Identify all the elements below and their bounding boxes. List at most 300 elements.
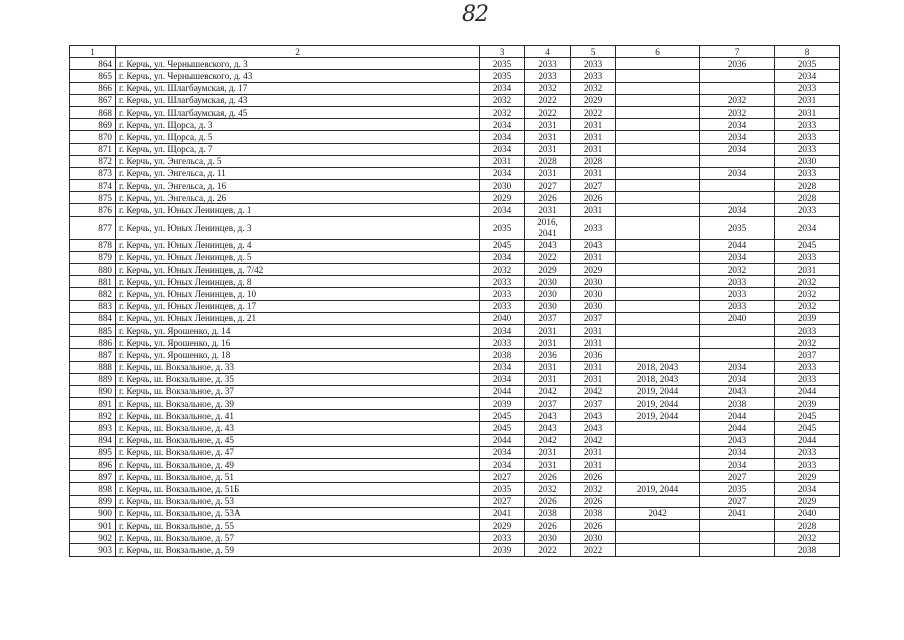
table-row xyxy=(70,192,840,204)
year-cell-col4: 2031 xyxy=(525,119,571,131)
year-cell-col6 xyxy=(616,276,700,288)
year-cell-col5: 2031 xyxy=(571,337,616,349)
year-cell-col7: 2044 xyxy=(700,422,775,434)
row-number-cell: 876 xyxy=(70,204,116,216)
year-cell-col7 xyxy=(700,349,775,361)
year-cell-col8: 2045 xyxy=(775,422,840,434)
table-row xyxy=(70,422,840,434)
address-cell: г. Керчь, ул. Шлагбаумская, д. 17 xyxy=(116,82,480,94)
multi-year-value: 2016, 2041 xyxy=(537,217,558,238)
table-row xyxy=(70,398,840,410)
year-cell-col7: 2035 xyxy=(700,216,775,239)
year-cell-col7 xyxy=(700,519,775,531)
row-number-cell: 873 xyxy=(70,167,116,179)
year-cell-col7: 2040 xyxy=(700,312,775,324)
table-row xyxy=(70,385,840,397)
year-cell-col8: 2034 xyxy=(775,483,840,495)
row-number-cell: 870 xyxy=(70,131,116,143)
year-cell-col5: 2033 xyxy=(571,70,616,82)
row-number-cell: 898 xyxy=(70,483,116,495)
year-cell-col5: 2026 xyxy=(571,471,616,483)
year-cell-col8: 2033 xyxy=(775,459,840,471)
year-cell-col5: 2031 xyxy=(571,131,616,143)
year-cell-col7: 2034 xyxy=(700,167,775,179)
year-cell-col5: 2031 xyxy=(571,446,616,458)
year-cell-col3: 2030 xyxy=(480,180,525,192)
year-cell-col3: 2032 xyxy=(480,106,525,118)
row-number-cell: 884 xyxy=(70,312,116,324)
table-row xyxy=(70,446,840,458)
year-cell-col7: 2034 xyxy=(700,131,775,143)
year-cell-col5: 2031 xyxy=(571,324,616,336)
column-header: 6 xyxy=(616,46,700,58)
row-number-cell: 903 xyxy=(70,544,116,556)
year-cell-col6 xyxy=(616,519,700,531)
year-cell-col3: 2041 xyxy=(480,507,525,519)
table-row xyxy=(70,276,840,288)
year-cell-col5: 2031 xyxy=(571,143,616,155)
year-cell-col8: 2045 xyxy=(775,239,840,251)
address-cell: г. Керчь, ш. Вокзальное, д. 55 xyxy=(116,519,480,531)
year-cell-col6 xyxy=(616,349,700,361)
year-cell-col7 xyxy=(700,337,775,349)
year-cell-col8: 2032 xyxy=(775,532,840,544)
year-cell-col8: 2033 xyxy=(775,373,840,385)
year-cell-col5: 2029 xyxy=(571,264,616,276)
year-cell-col5: 2030 xyxy=(571,300,616,312)
year-cell-col7: 2033 xyxy=(700,276,775,288)
year-cell-col8: 2028 xyxy=(775,180,840,192)
year-cell-col7: 2034 xyxy=(700,361,775,373)
year-cell-col8: 2038 xyxy=(775,544,840,556)
year-cell-col3: 2038 xyxy=(480,349,525,361)
year-cell-col3: 2034 xyxy=(480,361,525,373)
year-cell-col3: 2027 xyxy=(480,471,525,483)
year-cell-col6 xyxy=(616,337,700,349)
year-cell-col6 xyxy=(616,180,700,192)
address-cell: г. Керчь, ш. Вокзальное, д. 39 xyxy=(116,398,480,410)
row-number-cell: 864 xyxy=(70,58,116,70)
row-number-cell: 888 xyxy=(70,361,116,373)
row-number-cell: 891 xyxy=(70,398,116,410)
year-cell-col4: 2031 xyxy=(525,204,571,216)
year-cell-col8: 2033 xyxy=(775,446,840,458)
year-cell-col6 xyxy=(616,434,700,446)
year-cell-col3: 2039 xyxy=(480,398,525,410)
year-cell-col3: 2033 xyxy=(480,532,525,544)
table-row xyxy=(70,288,840,300)
year-cell-col3: 2033 xyxy=(480,288,525,300)
year-cell-col5: 2038 xyxy=(571,507,616,519)
address-cell: г. Керчь, ул. Энгельса, д. 26 xyxy=(116,192,480,204)
year-cell-col7: 2041 xyxy=(700,507,775,519)
year-cell-col8: 2031 xyxy=(775,94,840,106)
year-cell-col6 xyxy=(616,422,700,434)
row-number-cell: 867 xyxy=(70,94,116,106)
year-cell-col4: 2031 xyxy=(525,446,571,458)
address-cell: г. Керчь, ул. Энгельса, д. 11 xyxy=(116,167,480,179)
year-cell-col4: 2026 xyxy=(525,471,571,483)
table-row xyxy=(70,239,840,251)
year-cell-col6 xyxy=(616,82,700,94)
year-cell-col4: 2031 xyxy=(525,324,571,336)
year-cell-col5: 2030 xyxy=(571,532,616,544)
year-cell-col8: 2039 xyxy=(775,398,840,410)
year-cell-col5: 2033 xyxy=(571,216,616,239)
address-cell: г. Керчь, ул. Шлагбаумская, д. 43 xyxy=(116,94,480,106)
year-cell-col8: 2032 xyxy=(775,337,840,349)
table-row xyxy=(70,82,840,94)
address-cell: г. Керчь, ш. Вокзальное, д. 57 xyxy=(116,532,480,544)
year-cell-col4: 2043 xyxy=(525,410,571,422)
year-cell-col7: 2034 xyxy=(700,143,775,155)
year-cell-col8: 2044 xyxy=(775,385,840,397)
table-row xyxy=(70,155,840,167)
address-cell: г. Керчь, ш. Вокзальное, д. 59 xyxy=(116,544,480,556)
year-cell-col7: 2043 xyxy=(700,385,775,397)
year-cell-col6: 2019, 2044 xyxy=(616,410,700,422)
year-cell-col8: 2029 xyxy=(775,495,840,507)
year-cell-col4: 2037 xyxy=(525,398,571,410)
table-row xyxy=(70,361,840,373)
year-cell-col6 xyxy=(616,94,700,106)
year-cell-col8: 2037 xyxy=(775,349,840,361)
year-cell-col3: 2045 xyxy=(480,410,525,422)
year-cell-col6 xyxy=(616,167,700,179)
year-cell-col3: 2039 xyxy=(480,544,525,556)
year-cell-col3: 2044 xyxy=(480,385,525,397)
year-cell-col6 xyxy=(616,544,700,556)
row-number-cell: 896 xyxy=(70,459,116,471)
year-cell-col8: 2039 xyxy=(775,312,840,324)
year-cell-col5: 2026 xyxy=(571,519,616,531)
address-cell: г. Керчь, ул. Щорса, д. 7 xyxy=(116,143,480,155)
year-cell-col8: 2033 xyxy=(775,167,840,179)
year-cell-col8: 2035 xyxy=(775,58,840,70)
year-cell-col4: 2022 xyxy=(525,544,571,556)
year-cell-col8: 2033 xyxy=(775,204,840,216)
year-cell-col7: 2043 xyxy=(700,434,775,446)
year-cell-col5: 2030 xyxy=(571,288,616,300)
year-cell-col7: 2034 xyxy=(700,119,775,131)
year-cell-col6 xyxy=(616,288,700,300)
year-cell-col5: 2037 xyxy=(571,398,616,410)
table-row xyxy=(70,373,840,385)
year-cell-col3: 2034 xyxy=(480,131,525,143)
year-cell-col5: 2043 xyxy=(571,410,616,422)
year-cell-col4: 2022 xyxy=(525,94,571,106)
year-cell-col3: 2045 xyxy=(480,239,525,251)
table-row xyxy=(70,119,840,131)
year-cell-col7: 2032 xyxy=(700,94,775,106)
table-row xyxy=(70,106,840,118)
year-cell-col4: 2038 xyxy=(525,507,571,519)
year-cell-col6 xyxy=(616,155,700,167)
year-cell-col4: 2022 xyxy=(525,106,571,118)
row-number-cell: 895 xyxy=(70,446,116,458)
year-cell-col7: 2044 xyxy=(700,239,775,251)
year-cell-col6: 2018, 2043 xyxy=(616,361,700,373)
year-cell-col6 xyxy=(616,216,700,239)
year-cell-col6 xyxy=(616,324,700,336)
table-row xyxy=(70,337,840,349)
year-cell-col6 xyxy=(616,459,700,471)
year-cell-col6 xyxy=(616,70,700,82)
address-cell: г. Керчь, ул. Щорса, д. 3 xyxy=(116,119,480,131)
year-cell-col6 xyxy=(616,192,700,204)
year-cell-col6: 2019, 2044 xyxy=(616,398,700,410)
row-number-cell: 900 xyxy=(70,507,116,519)
column-header: 4 xyxy=(525,46,571,58)
year-cell-col5: 2031 xyxy=(571,204,616,216)
row-number-cell: 890 xyxy=(70,385,116,397)
year-cell-col5: 2042 xyxy=(571,385,616,397)
year-cell-col8: 2033 xyxy=(775,82,840,94)
year-cell-col5: 2043 xyxy=(571,239,616,251)
year-cell-col7: 2033 xyxy=(700,288,775,300)
year-cell-col4: 2042 xyxy=(525,385,571,397)
year-cell-col5: 2026 xyxy=(571,495,616,507)
year-cell-col4: 2026 xyxy=(525,192,571,204)
year-cell-col5: 2031 xyxy=(571,251,616,263)
table-row xyxy=(70,324,840,336)
year-cell-col4: 2027 xyxy=(525,180,571,192)
row-number-cell: 889 xyxy=(70,373,116,385)
year-cell-col3: 2029 xyxy=(480,192,525,204)
year-cell-col4: 2030 xyxy=(525,276,571,288)
address-cell: г. Керчь, ул. Юных Ленинцев, д. 10 xyxy=(116,288,480,300)
year-cell-col7: 2038 xyxy=(700,398,775,410)
year-cell-col4: 2031 xyxy=(525,131,571,143)
address-cell: г. Керчь, ул. Ярошенко, д. 14 xyxy=(116,324,480,336)
year-cell-col7: 2034 xyxy=(700,251,775,263)
address-cell: г. Керчь, ул. Юных Ленинцев, д. 4 xyxy=(116,239,480,251)
row-number-cell: 893 xyxy=(70,422,116,434)
row-number-cell: 877 xyxy=(70,216,116,239)
address-cell: г. Керчь, ш. Вокзальное, д. 47 xyxy=(116,446,480,458)
row-number-cell: 879 xyxy=(70,251,116,263)
year-cell-col4: 2032 xyxy=(525,82,571,94)
table-row xyxy=(70,519,840,531)
year-cell-col7 xyxy=(700,544,775,556)
table-row xyxy=(70,300,840,312)
year-cell-col7 xyxy=(700,82,775,94)
year-cell-col7 xyxy=(700,70,775,82)
address-cell: г. Керчь, ул. Юных Ленинцев, д. 3 xyxy=(116,216,480,239)
year-cell-col3: 2031 xyxy=(480,155,525,167)
year-cell-col8: 2028 xyxy=(775,192,840,204)
year-cell-col3: 2034 xyxy=(480,324,525,336)
column-header: 8 xyxy=(775,46,840,58)
address-cell: г. Керчь, ул. Шлагбаумская, д. 45 xyxy=(116,106,480,118)
year-cell-col6: 2018, 2043 xyxy=(616,373,700,385)
year-cell-col3: 2035 xyxy=(480,70,525,82)
year-cell-col6 xyxy=(616,239,700,251)
year-cell-col8: 2034 xyxy=(775,216,840,239)
table-row xyxy=(70,434,840,446)
table-header-row xyxy=(70,46,840,58)
address-cell: г. Керчь, ш. Вокзальное, д. 35 xyxy=(116,373,480,385)
year-cell-col6 xyxy=(616,312,700,324)
row-number-cell: 866 xyxy=(70,82,116,94)
address-cell: г. Керчь, ш. Вокзальное, д. 53 xyxy=(116,495,480,507)
year-cell-col4: 2030 xyxy=(525,288,571,300)
address-cell: г. Керчь, ш. Вокзальное, д. 33 xyxy=(116,361,480,373)
year-cell-col7: 2034 xyxy=(700,459,775,471)
year-cell-col3: 2045 xyxy=(480,422,525,434)
table-row xyxy=(70,349,840,361)
year-cell-col4: 2037 xyxy=(525,312,571,324)
address-cell: г. Керчь, ул. Юных Ленинцев, д. 1 xyxy=(116,204,480,216)
year-cell-col4: 2031 xyxy=(525,459,571,471)
table-row xyxy=(70,167,840,179)
address-cell: г. Керчь, ш. Вокзальное, д. 51Б xyxy=(116,483,480,495)
table-row xyxy=(70,507,840,519)
address-cell: г. Керчь, ул. Энгельса, д. 16 xyxy=(116,180,480,192)
year-cell-col7: 2034 xyxy=(700,373,775,385)
year-cell-col4: 2031 xyxy=(525,167,571,179)
year-cell-col4: 2030 xyxy=(525,532,571,544)
housing-data-table xyxy=(69,45,840,557)
address-cell: г. Керчь, ул. Юных Ленинцев, д. 17 xyxy=(116,300,480,312)
year-cell-col5: 2028 xyxy=(571,155,616,167)
row-number-cell: 887 xyxy=(70,349,116,361)
year-cell-col4: 2026 xyxy=(525,519,571,531)
row-number-cell: 901 xyxy=(70,519,116,531)
year-cell-col5: 2026 xyxy=(571,192,616,204)
year-cell-col4: 2043 xyxy=(525,239,571,251)
year-cell-col5: 2031 xyxy=(571,373,616,385)
year-cell-col8: 2033 xyxy=(775,251,840,263)
year-cell-col4: 2042 xyxy=(525,434,571,446)
year-cell-col4: 2032 xyxy=(525,483,571,495)
address-cell: г. Керчь, ул. Щорса, д. 5 xyxy=(116,131,480,143)
year-cell-col6 xyxy=(616,495,700,507)
year-cell-col8: 2028 xyxy=(775,519,840,531)
row-number-cell: 878 xyxy=(70,239,116,251)
year-cell-col3: 2034 xyxy=(480,459,525,471)
year-cell-col8: 2031 xyxy=(775,264,840,276)
row-number-cell: 880 xyxy=(70,264,116,276)
year-cell-col3: 2034 xyxy=(480,446,525,458)
address-cell: г. Керчь, ш. Вокзальное, д. 51 xyxy=(116,471,480,483)
row-number-cell: 874 xyxy=(70,180,116,192)
year-cell-col7 xyxy=(700,324,775,336)
address-cell: г. Керчь, ул. Чернышевского, д. 43 xyxy=(116,70,480,82)
year-cell-col4: 2026 xyxy=(525,495,571,507)
year-cell-col3: 2040 xyxy=(480,312,525,324)
year-cell-col7: 2027 xyxy=(700,471,775,483)
table-row xyxy=(70,143,840,155)
year-cell-col5: 2032 xyxy=(571,483,616,495)
year-cell-col3: 2034 xyxy=(480,251,525,263)
year-cell-col5: 2031 xyxy=(571,361,616,373)
table-row xyxy=(70,58,840,70)
table-row xyxy=(70,264,840,276)
column-header: 1 xyxy=(70,46,116,58)
year-cell-col5: 2022 xyxy=(571,544,616,556)
year-cell-col6: 2019, 2044 xyxy=(616,483,700,495)
year-cell-col7 xyxy=(700,155,775,167)
address-cell: г. Керчь, ш. Вокзальное, д. 37 xyxy=(116,385,480,397)
table-row xyxy=(70,410,840,422)
year-cell-col5: 2032 xyxy=(571,82,616,94)
row-number-cell: 902 xyxy=(70,532,116,544)
year-cell-col7: 2036 xyxy=(700,58,775,70)
year-cell-col6 xyxy=(616,131,700,143)
address-cell: г. Керчь, ул. Юных Ленинцев, д. 8 xyxy=(116,276,480,288)
year-cell-col3: 2033 xyxy=(480,276,525,288)
year-cell-col7 xyxy=(700,192,775,204)
year-cell-col4: 2033 xyxy=(525,58,571,70)
year-cell-col7: 2044 xyxy=(700,410,775,422)
year-cell-col6 xyxy=(616,300,700,312)
year-cell-col3: 2034 xyxy=(480,119,525,131)
year-cell-col3: 2034 xyxy=(480,82,525,94)
year-cell-col5: 2031 xyxy=(571,459,616,471)
year-cell-col8: 2033 xyxy=(775,119,840,131)
row-number-cell: 899 xyxy=(70,495,116,507)
year-cell-col3: 2027 xyxy=(480,495,525,507)
page-number: 82 xyxy=(462,2,488,27)
table-row xyxy=(70,495,840,507)
year-cell-col5: 2030 xyxy=(571,276,616,288)
table-row xyxy=(70,471,840,483)
table-row xyxy=(70,312,840,324)
address-cell: г. Керчь, ул. Энгельса, д. 5 xyxy=(116,155,480,167)
column-header: 2 xyxy=(116,46,480,58)
row-number-cell: 882 xyxy=(70,288,116,300)
year-cell-col6 xyxy=(616,264,700,276)
table-row xyxy=(70,204,840,216)
table-row xyxy=(70,180,840,192)
year-cell-col6 xyxy=(616,446,700,458)
address-cell: г. Керчь, ул. Чернышевского, д. 3 xyxy=(116,58,480,70)
year-cell-col5: 2031 xyxy=(571,119,616,131)
year-cell-col6 xyxy=(616,204,700,216)
year-cell-col5: 2029 xyxy=(571,94,616,106)
year-cell-col4: 2028 xyxy=(525,155,571,167)
row-number-cell: 875 xyxy=(70,192,116,204)
year-cell-col8: 2040 xyxy=(775,507,840,519)
year-cell-col4: 2031 xyxy=(525,361,571,373)
year-cell-col3: 2035 xyxy=(480,58,525,70)
table-row xyxy=(70,70,840,82)
year-cell-col4 xyxy=(525,216,571,239)
year-cell-col7: 2033 xyxy=(700,300,775,312)
address-cell: г. Керчь, ш. Вокзальное, д. 49 xyxy=(116,459,480,471)
table-row xyxy=(70,131,840,143)
year-cell-col7: 2032 xyxy=(700,106,775,118)
year-cell-col6 xyxy=(616,119,700,131)
row-number-cell: 871 xyxy=(70,143,116,155)
year-cell-col5: 2036 xyxy=(571,349,616,361)
year-cell-col8: 2033 xyxy=(775,324,840,336)
row-number-cell: 892 xyxy=(70,410,116,422)
address-cell: г. Керчь, ул. Юных Ленинцев, д. 5 xyxy=(116,251,480,263)
year-cell-col3: 2034 xyxy=(480,143,525,155)
year-cell-col4: 2033 xyxy=(525,70,571,82)
year-cell-col5: 2027 xyxy=(571,180,616,192)
year-cell-col3: 2029 xyxy=(480,519,525,531)
year-cell-col3: 2034 xyxy=(480,204,525,216)
year-cell-col7: 2027 xyxy=(700,495,775,507)
year-cell-col8: 2032 xyxy=(775,288,840,300)
column-header: 7 xyxy=(700,46,775,58)
row-number-cell: 881 xyxy=(70,276,116,288)
year-cell-col3: 2032 xyxy=(480,94,525,106)
year-cell-col6: 2019, 2044 xyxy=(616,385,700,397)
